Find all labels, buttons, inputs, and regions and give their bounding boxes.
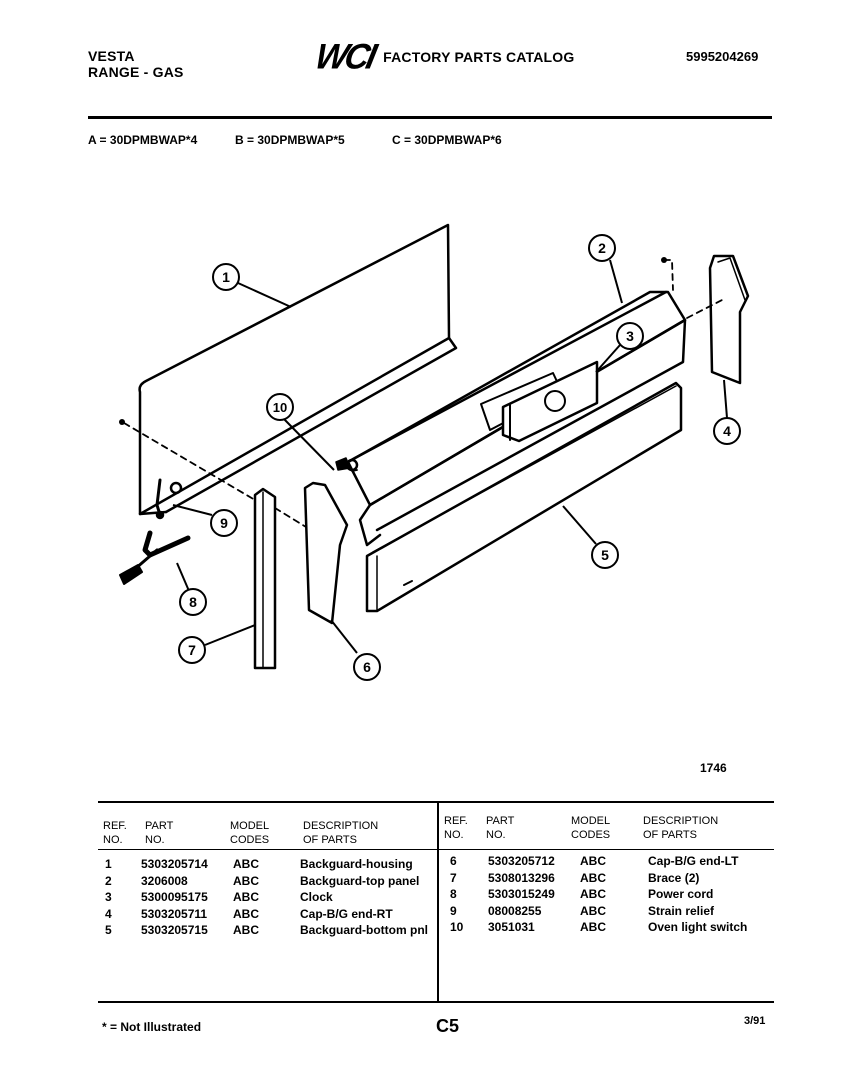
model-codes: ABC (233, 890, 259, 904)
description: Brace (2) (648, 870, 700, 885)
part-no: 08008255 (488, 903, 542, 918)
part-no: 5300095175 (141, 890, 208, 904)
model-codes: ABC (580, 870, 606, 885)
header-text: CODES (571, 829, 611, 841)
description: Cap-B/G end-LT (648, 854, 739, 868)
header-text: NO. (486, 829, 506, 841)
description: Strain relief (648, 903, 715, 918)
header-text: CODES (230, 834, 270, 846)
header-text: REF. (444, 815, 468, 827)
table-row (450, 886, 747, 903)
ref-no: 8 (450, 887, 457, 901)
header-text: PART (486, 815, 515, 827)
catalog-title: FACTORY PARTS CATALOG (383, 49, 575, 65)
ref-no: 3 (105, 890, 112, 904)
callout-label-7: 7 (188, 642, 196, 658)
table-row (105, 873, 428, 890)
table-row (450, 903, 747, 920)
header-text: PART (145, 820, 174, 832)
callout-label-4: 4 (723, 423, 731, 439)
brand-name: VESTA (88, 48, 135, 64)
header-description-right (643, 814, 718, 842)
header-ref-no-right (444, 814, 468, 842)
page-code: C5 (436, 1016, 460, 1036)
description: Backguard-top panel (300, 873, 420, 888)
callout-label-1: 1 (222, 269, 230, 285)
table-row (450, 870, 747, 887)
header-text: OF PARTS (303, 834, 357, 846)
table-row (105, 856, 428, 873)
table-row (450, 919, 747, 936)
header-text: MODEL (571, 815, 611, 827)
header-text: DESCRIPTION (303, 820, 379, 832)
part-cap-end-lt (305, 483, 347, 623)
part-no: 3206008 (141, 873, 188, 888)
model-codes: ABC (233, 873, 259, 888)
model-codes: ABC (233, 906, 259, 921)
model-codes: ABC (233, 923, 259, 937)
revision-date: 3/91 (744, 1015, 766, 1027)
product-type: RANGE - GAS (88, 64, 184, 80)
part-oven-light-switch (336, 458, 350, 470)
header-text: MODEL (230, 820, 270, 832)
table-row (105, 906, 428, 923)
ref-no: 6 (450, 854, 457, 868)
callout-label-10: 10 (272, 400, 288, 415)
table-top-rule (98, 801, 774, 803)
header-description-left (303, 819, 378, 847)
callout-label-5: 5 (601, 547, 609, 563)
model-c: C = 30DPMBWAP*6 (392, 133, 502, 147)
description: Backguard-housing (300, 857, 413, 871)
header-text: OF PARTS (643, 829, 697, 841)
header-model-codes-left (230, 819, 269, 847)
model-codes: ABC (580, 854, 606, 868)
model-codes: ABC (580, 887, 606, 901)
header-ref-no-left (103, 819, 127, 847)
model-codes: ABC (580, 920, 606, 934)
table-column-divider (437, 801, 439, 1001)
description: Oven light switch (648, 920, 748, 934)
description: Cap-B/G end-RT (300, 906, 393, 921)
ref-no: 2 (105, 873, 112, 888)
ref-no: 4 (105, 906, 112, 921)
model-codes: ABC (580, 903, 606, 918)
table-row (450, 853, 747, 870)
ref-no: 10 (450, 920, 464, 934)
header-text: NO. (444, 829, 464, 841)
not-illustrated-footnote: * = Not Illustrated (102, 1020, 202, 1034)
part-no: 5303205714 (141, 857, 208, 871)
header-model-codes-right (571, 814, 610, 842)
header-text: REF. (103, 820, 127, 832)
ref-no: 7 (450, 870, 457, 885)
model-codes: ABC (233, 857, 259, 871)
table-header-rule (98, 849, 774, 850)
callout-label-3: 3 (626, 328, 634, 344)
model-a: A = 30DPMBWAP*4 (88, 133, 198, 147)
part-no: 3051031 (488, 920, 535, 934)
wci-logo: WCI (311, 37, 378, 77)
description: Backguard-bottom pnl (300, 923, 428, 937)
model-b: B = 30DPMBWAP*5 (235, 133, 345, 147)
part-no: 5303205711 (141, 906, 208, 921)
callout-label-2: 2 (598, 240, 606, 256)
header-text: DESCRIPTION (643, 815, 719, 827)
ref-no: 5 (105, 923, 112, 937)
document-number: 5995204269 (686, 49, 759, 64)
figure-number: 1746 (700, 761, 727, 775)
header-part-no-left (145, 819, 173, 847)
description: Power cord (648, 887, 714, 901)
table-row (105, 922, 428, 939)
part-no: 5308013296 (488, 870, 555, 885)
parts-list-left (105, 856, 428, 939)
part-no: 5303205715 (141, 923, 208, 937)
ref-no: 9 (450, 903, 457, 918)
description: Clock (300, 890, 333, 904)
part-no: 5303205712 (488, 854, 555, 868)
part-cap-end-rt (710, 256, 748, 383)
part-brace (255, 489, 275, 668)
header-part-no-right (486, 814, 514, 842)
header-text: NO. (145, 834, 165, 846)
callout-label-9: 9 (220, 515, 228, 531)
callout-label-6: 6 (363, 659, 371, 675)
table-bottom-rule (98, 1001, 774, 1003)
part-no: 5303015249 (488, 887, 555, 901)
ref-no: 1 (105, 857, 112, 871)
table-row (105, 889, 428, 906)
part-power-cord (120, 533, 188, 584)
header-text: NO. (103, 834, 123, 846)
parts-list-right (450, 853, 747, 936)
callout-label-8: 8 (189, 594, 197, 610)
